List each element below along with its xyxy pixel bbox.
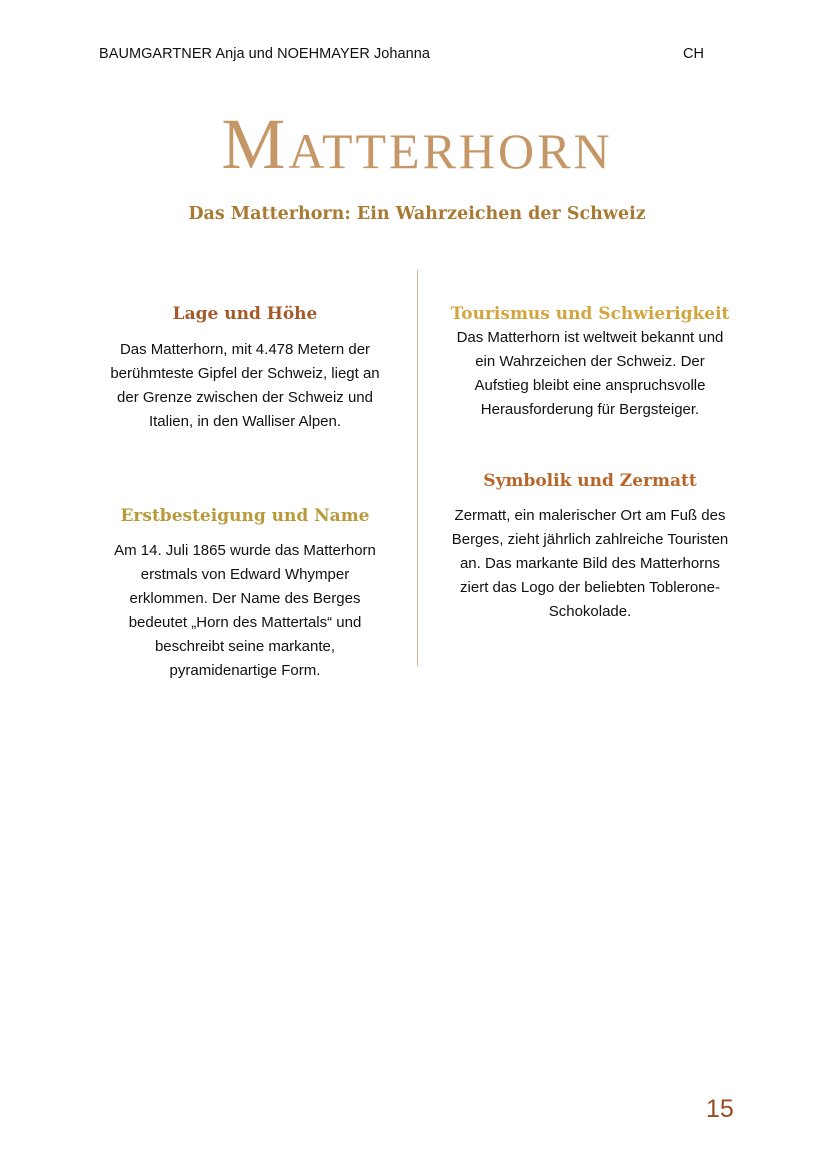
section-body-tourismus: Das Matterhorn ist weltweit bekannt und ein Wahrzeichen der Schweiz. Der Aufstieg bleibt eine anspruchsvolle Herausforderung für Bergsteiger. bbox=[456, 329, 724, 418]
header-authors: BAUMGARTNER Anja und NOEHMAYER Johanna bbox=[99, 46, 430, 62]
section-body-erstbesteigung: Am 14. Juli 1865 wurde das Matterhorn erstmals von Edward Whymper erklommen. Der Name des Berges bedeutet „Horn des Mattertals“ und beschreibt seine markante, pyramidenartige Form. bbox=[114, 542, 376, 679]
section-heading-tourismus: Tourismus und Schwierigkeit bbox=[450, 304, 730, 324]
page-title: Matterhorn bbox=[221, 104, 613, 184]
page-subtitle: Das Matterhorn: Ein Wahrzeichen der Schweiz bbox=[188, 204, 646, 224]
section-body-lage: Das Matterhorn, mit 4.478 Metern der berühmteste Gipfel der Schweiz, liegt an der Grenze zwischen der Schweiz und Italien, in den Walliser Alpen. bbox=[110, 341, 380, 430]
column-divider bbox=[417, 270, 418, 666]
header-country-code: CH bbox=[683, 46, 704, 62]
section-heading-symbolik: Symbolik und Zermatt bbox=[483, 471, 697, 491]
section-heading-lage: Lage und Höhe bbox=[172, 304, 318, 324]
section-body-symbolik: Zermatt, ein malerischer Ort am Fuß des Berges, zieht jährlich zahlreiche Touristen an. Das markante Bild des Matterhorns ziert das Logo der beliebten Toblerone-Schokolade. bbox=[451, 507, 729, 620]
section-heading-erstbesteigung: Erstbesteigung und Name bbox=[120, 506, 370, 526]
page-number: 15 bbox=[706, 1095, 734, 1123]
